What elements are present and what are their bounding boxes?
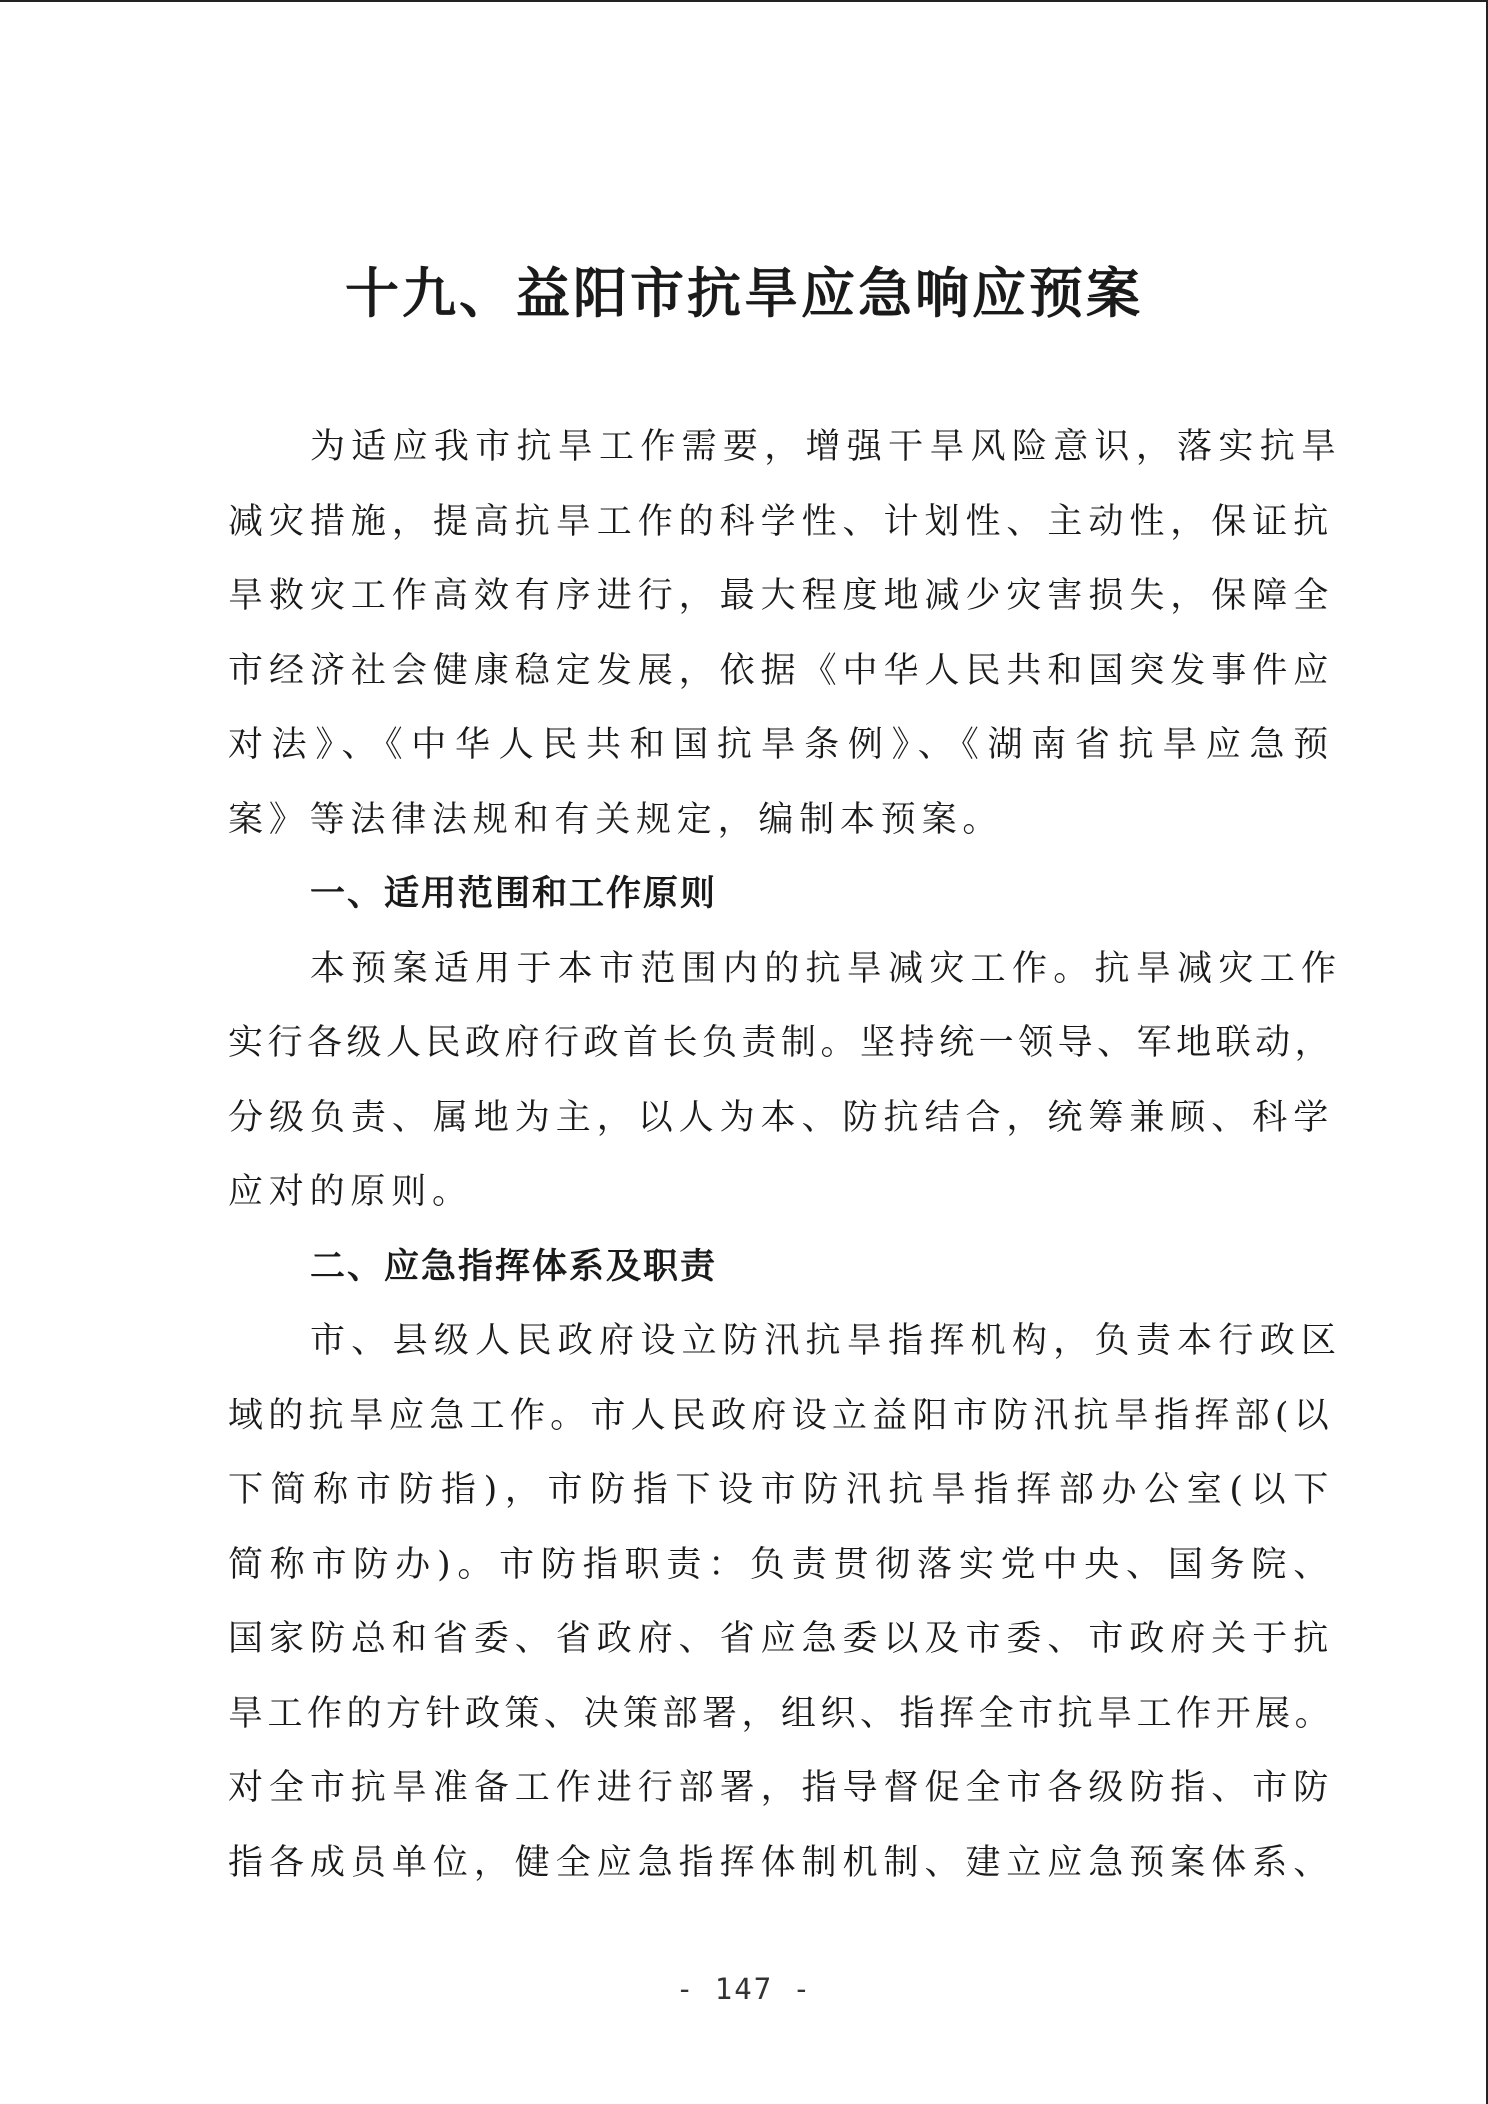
text-line: 案》等法律法规和有关规定，编制本预案。 — [228, 799, 1004, 840]
intro-paragraph — [228, 410, 1334, 857]
text-line: 简称市防办)。市防指职责：负责贯彻落实党中央、国务院、 — [228, 1544, 1334, 1585]
scope-paragraph — [228, 932, 1334, 1230]
document-title: 十九、益阳市抗旱应急响应预案 — [345, 261, 1143, 325]
text-line: 减灾措施，提高抗旱工作的科学性、计划性、主动性，保证抗 — [228, 501, 1334, 542]
text-line: 对法》、《中华人民共和国抗旱条例》、《湖南省抗旱应急预 — [228, 725, 1334, 765]
text-line: 对全市抗旱准备工作进行部署，指导督促全市各级防指、市防 — [228, 1768, 1334, 1808]
text-line: 旱救灾工作高效有序进行，最大程度地减少灾害损失，保障全 — [228, 576, 1334, 616]
text-line: 为适应我市抗旱工作需要，增强干旱风险意识，落实抗旱 — [310, 427, 1334, 467]
page-number: - 147 - — [675, 1972, 813, 2006]
text-line: 下简称市防指)，市防指下设市防汛抗旱指挥部办公室(以下 — [228, 1470, 1334, 1510]
section-heading-command: 二、应急指挥体系及职责 — [310, 1246, 718, 1287]
text-line: 域的抗旱应急工作。市人民政府设立益阳市防汛抗旱指挥部(以 — [228, 1395, 1334, 1436]
command-paragraph — [228, 1304, 1334, 1900]
text-line: 应对的原则。 — [228, 1172, 473, 1212]
text-line: 市经济社会健康稳定发展，依据《中华人民共和国突发事件应 — [228, 650, 1334, 691]
text-line: 实行各级人民政府行政首长负责制。坚持统一领导、军地联动， — [228, 1023, 1334, 1063]
text-line: 指各成员单位，健全应急指挥体制机制、建立应急预案体系、 — [228, 1842, 1334, 1883]
text-line: 国家防总和省委、省政府、省应急委以及市委、市政府关于抗 — [228, 1619, 1334, 1659]
text-line: 分级负责、属地为主，以人为本、防抗结合，统筹兼顾、科学 — [228, 1097, 1334, 1138]
text-line: 市、县级人民政府设立防汛抗旱指挥机构，负责本行政区 — [310, 1321, 1334, 1361]
top-border-line — [0, 0, 1488, 2]
section-heading-scope: 一、适用范围和工作原则 — [310, 874, 718, 914]
text-line: 旱工作的方针政策、决策部署，组织、指挥全市抗旱工作开展。 — [228, 1693, 1334, 1734]
document-body — [228, 410, 1334, 1900]
text-line: 本预案适用于本市范围内的抗旱减灾工作。抗旱减灾工作 — [310, 948, 1334, 989]
